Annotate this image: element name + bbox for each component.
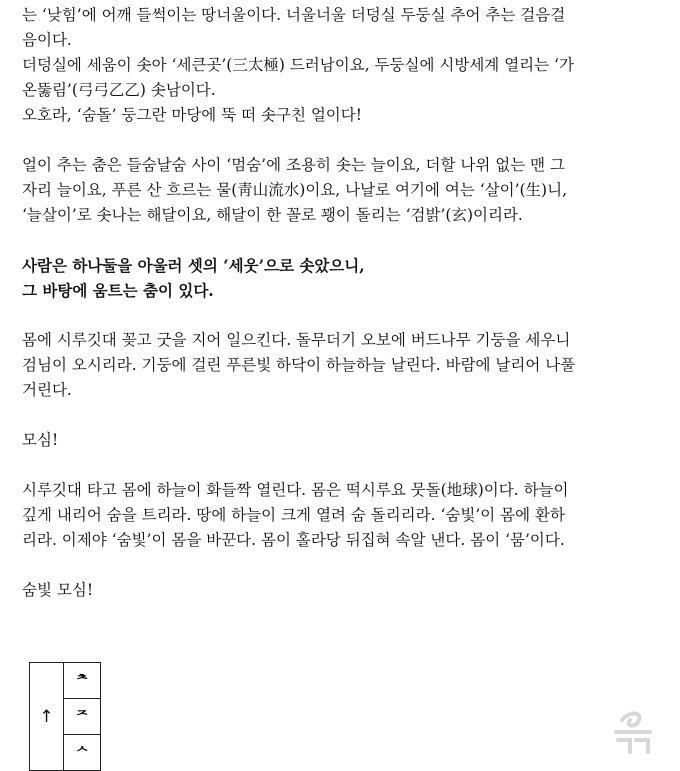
text-line: 숨빛 모심! <box>22 581 94 599</box>
text-line: 오호라, ‘숨돌’ 둥그란 마당에 뚝 떠 솟구친 얼이다! <box>22 106 362 124</box>
document-body <box>22 3 658 603</box>
paragraph-gap <box>22 403 658 428</box>
text-line: 그 바탕에 움트는 춤이 있다. <box>22 281 214 300</box>
up-arrow-icon: ↑ <box>30 663 64 771</box>
text-line: 거린다. <box>22 381 72 399</box>
text-line: 모심! <box>22 431 59 449</box>
text-line: 음이다. <box>22 31 72 49</box>
paragraph-gap <box>22 303 658 328</box>
text-line: 자리 늘이요, 푸른 산 흐르는 물(靑山流水)이요, 나날로 여기에 여는 ‘살이’(生)니, <box>22 181 567 199</box>
swirl-logo <box>608 706 658 756</box>
text-line: 더덩실에 세움이 솟아 ‘세큰곳’(三太極) 드러남이요, 두둥실에 시방세계 열리는 ‘가 <box>22 56 574 74</box>
text-line: 는 ‘낮힘’에 어깨 들썩이는 땅너울이다. 너울너울 더덩실 두둥실 추어 추는 걸음걸 <box>22 6 566 24</box>
paragraph-2 <box>22 53 658 128</box>
paragraph-6 <box>22 428 658 453</box>
text-line: 얼이 추는 춤은 들숨날숨 사이 ‘멈숨’에 조용히 솟는 늘이요, 더할 나위 없는 맨 그 <box>22 156 565 174</box>
diagram-cell: ᄎ <box>64 663 101 699</box>
paragraph-gap <box>22 553 658 578</box>
diagram-cell: ᄉ <box>64 735 101 771</box>
jamo-diagram <box>29 662 101 771</box>
paragraph-5 <box>22 328 658 403</box>
paragraph-3 <box>22 153 658 228</box>
paragraph-1 <box>22 3 658 53</box>
paragraph-4-emphasis <box>22 253 658 303</box>
paragraph-gap <box>22 453 658 478</box>
paragraph-gap <box>22 128 658 153</box>
text-line: 시루깃대 타고 몸에 하늘이 화들짝 열린다. 몸은 떡시루요 뭇돌(地球)이다. 하늘이 <box>22 481 569 499</box>
text-line: 리라. 이제야 ‘숨빛’이 몸을 바꾼다. 몸이 홀라당 뒤집혀 속알 낸다. 몸이 ‘뭄’이다. <box>22 531 565 549</box>
text-line: 몸에 시루깃대 꽂고 굿을 지어 일으킨다. 돌무더기 오보에 버드나무 기둥을 세우니 <box>22 331 571 349</box>
swirl-logo-mark <box>616 713 650 752</box>
paragraph-8 <box>22 578 658 603</box>
text-line: 온뚫림’(弓弓乙乙) 솟남이다. <box>22 81 216 99</box>
text-line: 검님이 오시리라. 기둥에 걸린 푸른빛 하닥이 하늘하늘 날린다. 바람에 날리어 나풀 <box>22 356 576 374</box>
text-line: ‘늘살이’로 솟나는 해달이요, 해달이 한 꼴로 꽹이 돌리는 ‘검밝’(玄)이리라. <box>22 206 523 224</box>
diagram-cell: ᄌ <box>64 699 101 735</box>
paragraph-7 <box>22 478 658 553</box>
paragraph-gap <box>22 228 658 253</box>
text-line: 사람은 하나둘을 아울러 셋의 ‘세웃’으로 솟았으니, <box>22 256 365 275</box>
text-line: 깊게 내리어 숨을 트리라. 땅에 하늘이 크게 열려 숨 돌리리라. ‘숨빛’이 몸에 환하 <box>22 506 565 524</box>
